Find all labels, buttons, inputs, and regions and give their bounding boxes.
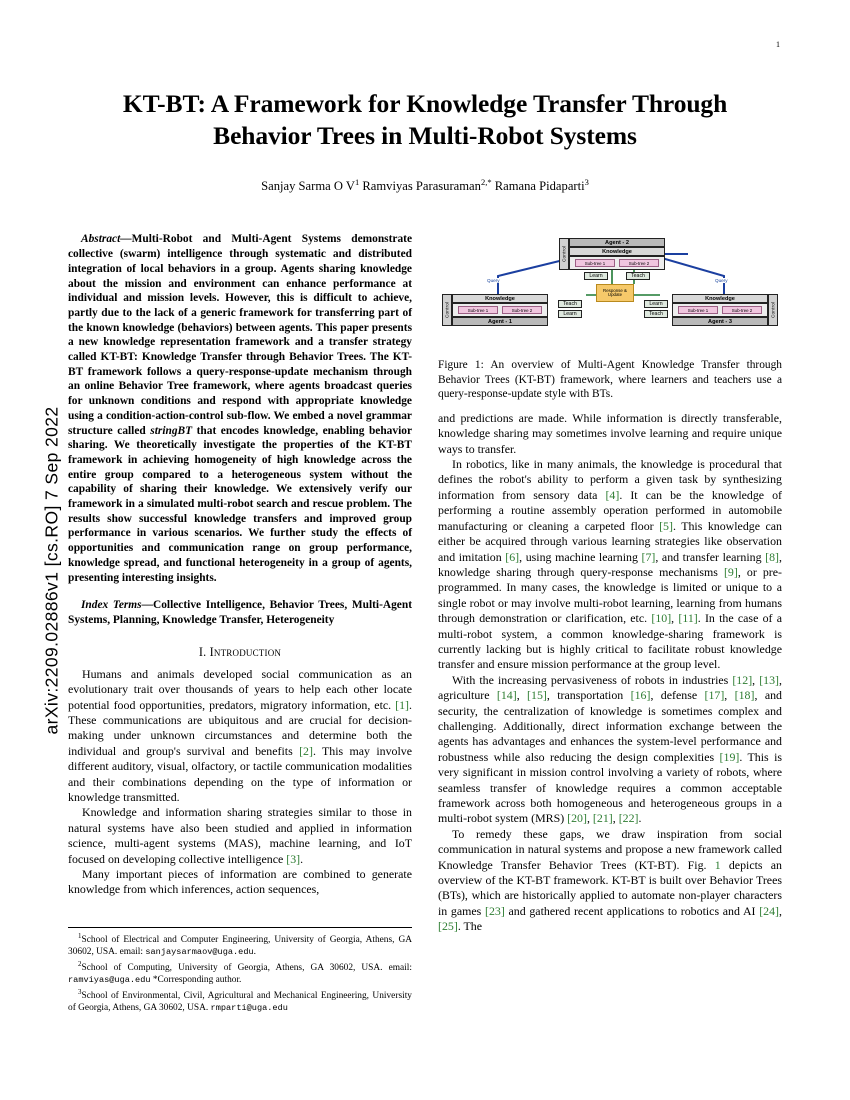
paragraph: In robotics, like in many animals, the knowledge is procedural that defines the robot's ability to perform a given task by synthesizing information from sensory data [4]. It can be the knowledge of performing a routine assembly operation performed in automobile manufacturing or cleaning a carpeted floor [5]. This knowledge can either be acquired through various learning strategies like observation and imitation [6], using machine learning [7], and transfer learning [8], knowledge sharing through query-response mechanisms [9], or pre-programmed. In many cases, the knowledge is limited or unique to a single robot or may involve multi-robot learning, learning from humans through demonstration or clarification, etc. [10], [11]. In the case of a multi-robot system, a common knowledge-sharing framework is currently lacking but is highly critical to facilitate robust knowledge transfer and ensure mission performance at the group level. bbox=[438, 457, 782, 672]
footnote-text: School of Electrical and Computer Engineering, University of Georgia, Athens, GA 30602, USA. email: bbox=[68, 935, 412, 958]
agent-1-control: Control bbox=[442, 294, 452, 326]
paragraph: With the increasing pervasiveness of robots in industries [12], [13], agriculture [14], [15], transportation [16], defense [17], [18], and security, the centralization of knowledge is sometimes complex and challenging. Additionally, direct information exchange between the agents has advantages and enhances the system-level performance and robustness while also reducing the design complexities [19]. This is very significant in mission control involving a variety of robots, where seamless transfer of knowledge requires a common acceptable framework across both homogeneous and heterogeneous groups in a multi-robot system (MRS) [20], [21], [22]. bbox=[438, 672, 782, 826]
agent-3-teach: Teach bbox=[644, 310, 668, 318]
abstract-text: Multi-Robot and Multi-Agent Systems demonstrate collective (swarm) intelligence through systematic and distributed integration of local behaviors in a group. Agents sharing knowledge about the mission and environment can enhance performance at individual and mission levels. However, this is difficult to achieve, partly due to the lack of a generic framework for transferring part of the known knowledge (behaviors) between agents. This paper presents a new knowledge representation framework and a transfer strategy called KT-BT: Knowledge Transfer through Behavior Trees. The KT-BT framework follows a query-response-update mechanism through an online Behavior Tree framework, where agents broadcast queries for unknown conditions and respond with appropriate knowledge using a condition-action-control sub-flow. We embed a novel grammar structure called stringBT that encodes knowledge, enabling behavior sharing. We theoretically investigate the properties of the KT-BT framework in achieving homogeneity of high knowledge across the entire group compared to a heterogeneous system without the capability of sharing their knowledge. We extensively verify our framework in a simulated multi-robot search and rescue problem. The results show successful knowledge transfers and improved group performance in various scenarios. We further study the effects of opportunities and communication range on group performance, knowledge spread, and functional heterogeneity in a group of agents, presenting interesting insights. bbox=[68, 233, 412, 584]
footnote-tail: . bbox=[253, 947, 256, 958]
agent-1-knowledge-header: Knowledge bbox=[452, 294, 548, 303]
response-update-label: Response & Update bbox=[603, 287, 627, 298]
figure-1-caption: Figure 1: An overview of Multi-Agent Knowledge Transfer through Behavior Trees (KT-BT) framework, where learners and teachers use a query-response-update style with BTs. bbox=[438, 359, 782, 401]
author-list bbox=[68, 177, 782, 194]
abstract-block bbox=[68, 232, 412, 585]
agent-1-subtree-1: Sub-tree 1 bbox=[458, 306, 498, 314]
authors-text: Sanjay Sarma O $V^1$ Ramviyas Parasuraman$^{2,*}$ Ramana Pidaparti$^3$ bbox=[261, 177, 589, 194]
query-label-right: Query bbox=[715, 278, 728, 284]
agent-3-subtree-2: Sub-tree 2 bbox=[722, 306, 762, 314]
figure-1-diagram bbox=[438, 232, 782, 350]
right-column bbox=[438, 232, 782, 1015]
paragraph: Many important pieces of information are combined to generate knowledge from which inferences, action sequences, bbox=[68, 866, 412, 897]
index-terms-text: Collective Intelligence, Behavior Trees, Multi-Agent Systems, Planning, Knowledge Transfer, Heterogeneity bbox=[68, 599, 412, 626]
footnote-email[interactable]: sanjaysarmaov@uga.edu bbox=[145, 947, 254, 958]
agent-2-subtree-2: Sub-tree 2 bbox=[619, 259, 659, 267]
footnote-marker: 1 bbox=[78, 932, 82, 941]
agent-2-subtree-1: Sub-tree 1 bbox=[575, 259, 615, 267]
agent-3-learn: Learn bbox=[644, 300, 668, 308]
query-label-left: Query bbox=[487, 278, 500, 284]
footnote-3 bbox=[68, 988, 412, 1015]
footnote-2 bbox=[68, 960, 412, 987]
figure-1 bbox=[438, 232, 782, 401]
page-number: 1 bbox=[776, 40, 780, 49]
two-column-body bbox=[68, 232, 782, 1015]
left-column bbox=[68, 232, 412, 1015]
agent-2-control: Control bbox=[559, 238, 569, 270]
footnote-email[interactable]: ramviyas@uga.edu bbox=[68, 975, 151, 986]
agent-3-subtree-1: Sub-tree 1 bbox=[678, 306, 718, 314]
agent-1-teach: Teach bbox=[558, 300, 582, 308]
agent-3-header: Agent - 3 bbox=[672, 317, 768, 326]
arxiv-stamp: arXiv:2209.02886v1 [cs.RO] 7 Sep 2022 bbox=[41, 406, 62, 735]
footnote-marker: 3 bbox=[78, 987, 82, 996]
agent-1-learn: Learn bbox=[558, 310, 582, 318]
footnotes bbox=[68, 927, 412, 1015]
footnote-1 bbox=[68, 932, 412, 959]
footnote-marker: 2 bbox=[78, 960, 82, 969]
agent-2-knowledge-header: Knowledge bbox=[569, 247, 665, 256]
footnote-text: School of Environmental, Civil, Agricultural and Mechanical Engineering, University of Georgia, Athens, GA 30602, USA. bbox=[68, 991, 412, 1013]
footnote-text: School of Computing, University of Georgia, Athens, GA 30602, USA. email: bbox=[81, 963, 412, 974]
index-terms-lead: Index Terms— bbox=[81, 599, 153, 612]
agent-3-knowledge-header: Knowledge bbox=[672, 294, 768, 303]
page-title: KT-BT: A Framework for Knowledge Transfer Through Behavior Trees in Multi-Robot Systems bbox=[122, 89, 728, 150]
agent-1-subtree-2: Sub-tree 2 bbox=[502, 306, 542, 314]
response-update-box bbox=[596, 284, 634, 302]
agent-2-header: Agent - 2 bbox=[569, 238, 665, 247]
paper-content bbox=[68, 70, 782, 1016]
index-terms-block bbox=[68, 598, 412, 627]
footnote-email[interactable]: rmparti@uga.edu bbox=[210, 1002, 288, 1013]
agent-2-learn: Learn bbox=[584, 272, 608, 280]
abstract-lead: Abstract— bbox=[81, 233, 132, 246]
agent-2-teach: Teach bbox=[626, 272, 650, 280]
agent-1-header: Agent - 1 bbox=[452, 317, 548, 326]
paragraph: Knowledge and information sharing strategies similar to those in natural systems have also been studied and applied in information science, multi-agent systems (MAS), machine learning, and IoT focused on developing collective intelligence [3]. bbox=[68, 805, 412, 866]
paragraph: Humans and animals developed social communication as an evolutionary trait over thousands of years to help each other locate potential food opportunities, predators, migratory information, etc. [1]. These communications are ubiquitous and are crucial for decision-making under unknown circumstances and determine both the individual and group's survival and benefits [2]. This may involve different auditory, visual, olfactory, or tactile communication modalities and their combinations depending on the type of information or knowledge transmitted. bbox=[68, 666, 412, 804]
paragraph: To remedy these gaps, we draw inspiration from social communication in natural systems and propose a new framework called Knowledge Transfer Behavior Trees (KT-BT). Fig. 1 depicts an overview of the KT-BT framework. KT-BT is built over Behavior Trees (BTs), which are historically applied to automate non-player characters in games [23] and gathered recent applications to robotics and AI [24], [25]. The bbox=[438, 826, 782, 934]
section-heading-introduction: I. Introduction bbox=[198, 644, 282, 659]
paragraph: and predictions are made. While information is directly transferable, knowledge sharing may sometimes involve learning and require unique ways to transfer. bbox=[438, 410, 782, 456]
footnote-tail: *Corresponding author. bbox=[150, 975, 242, 986]
agent-3-control: Control bbox=[768, 294, 778, 326]
